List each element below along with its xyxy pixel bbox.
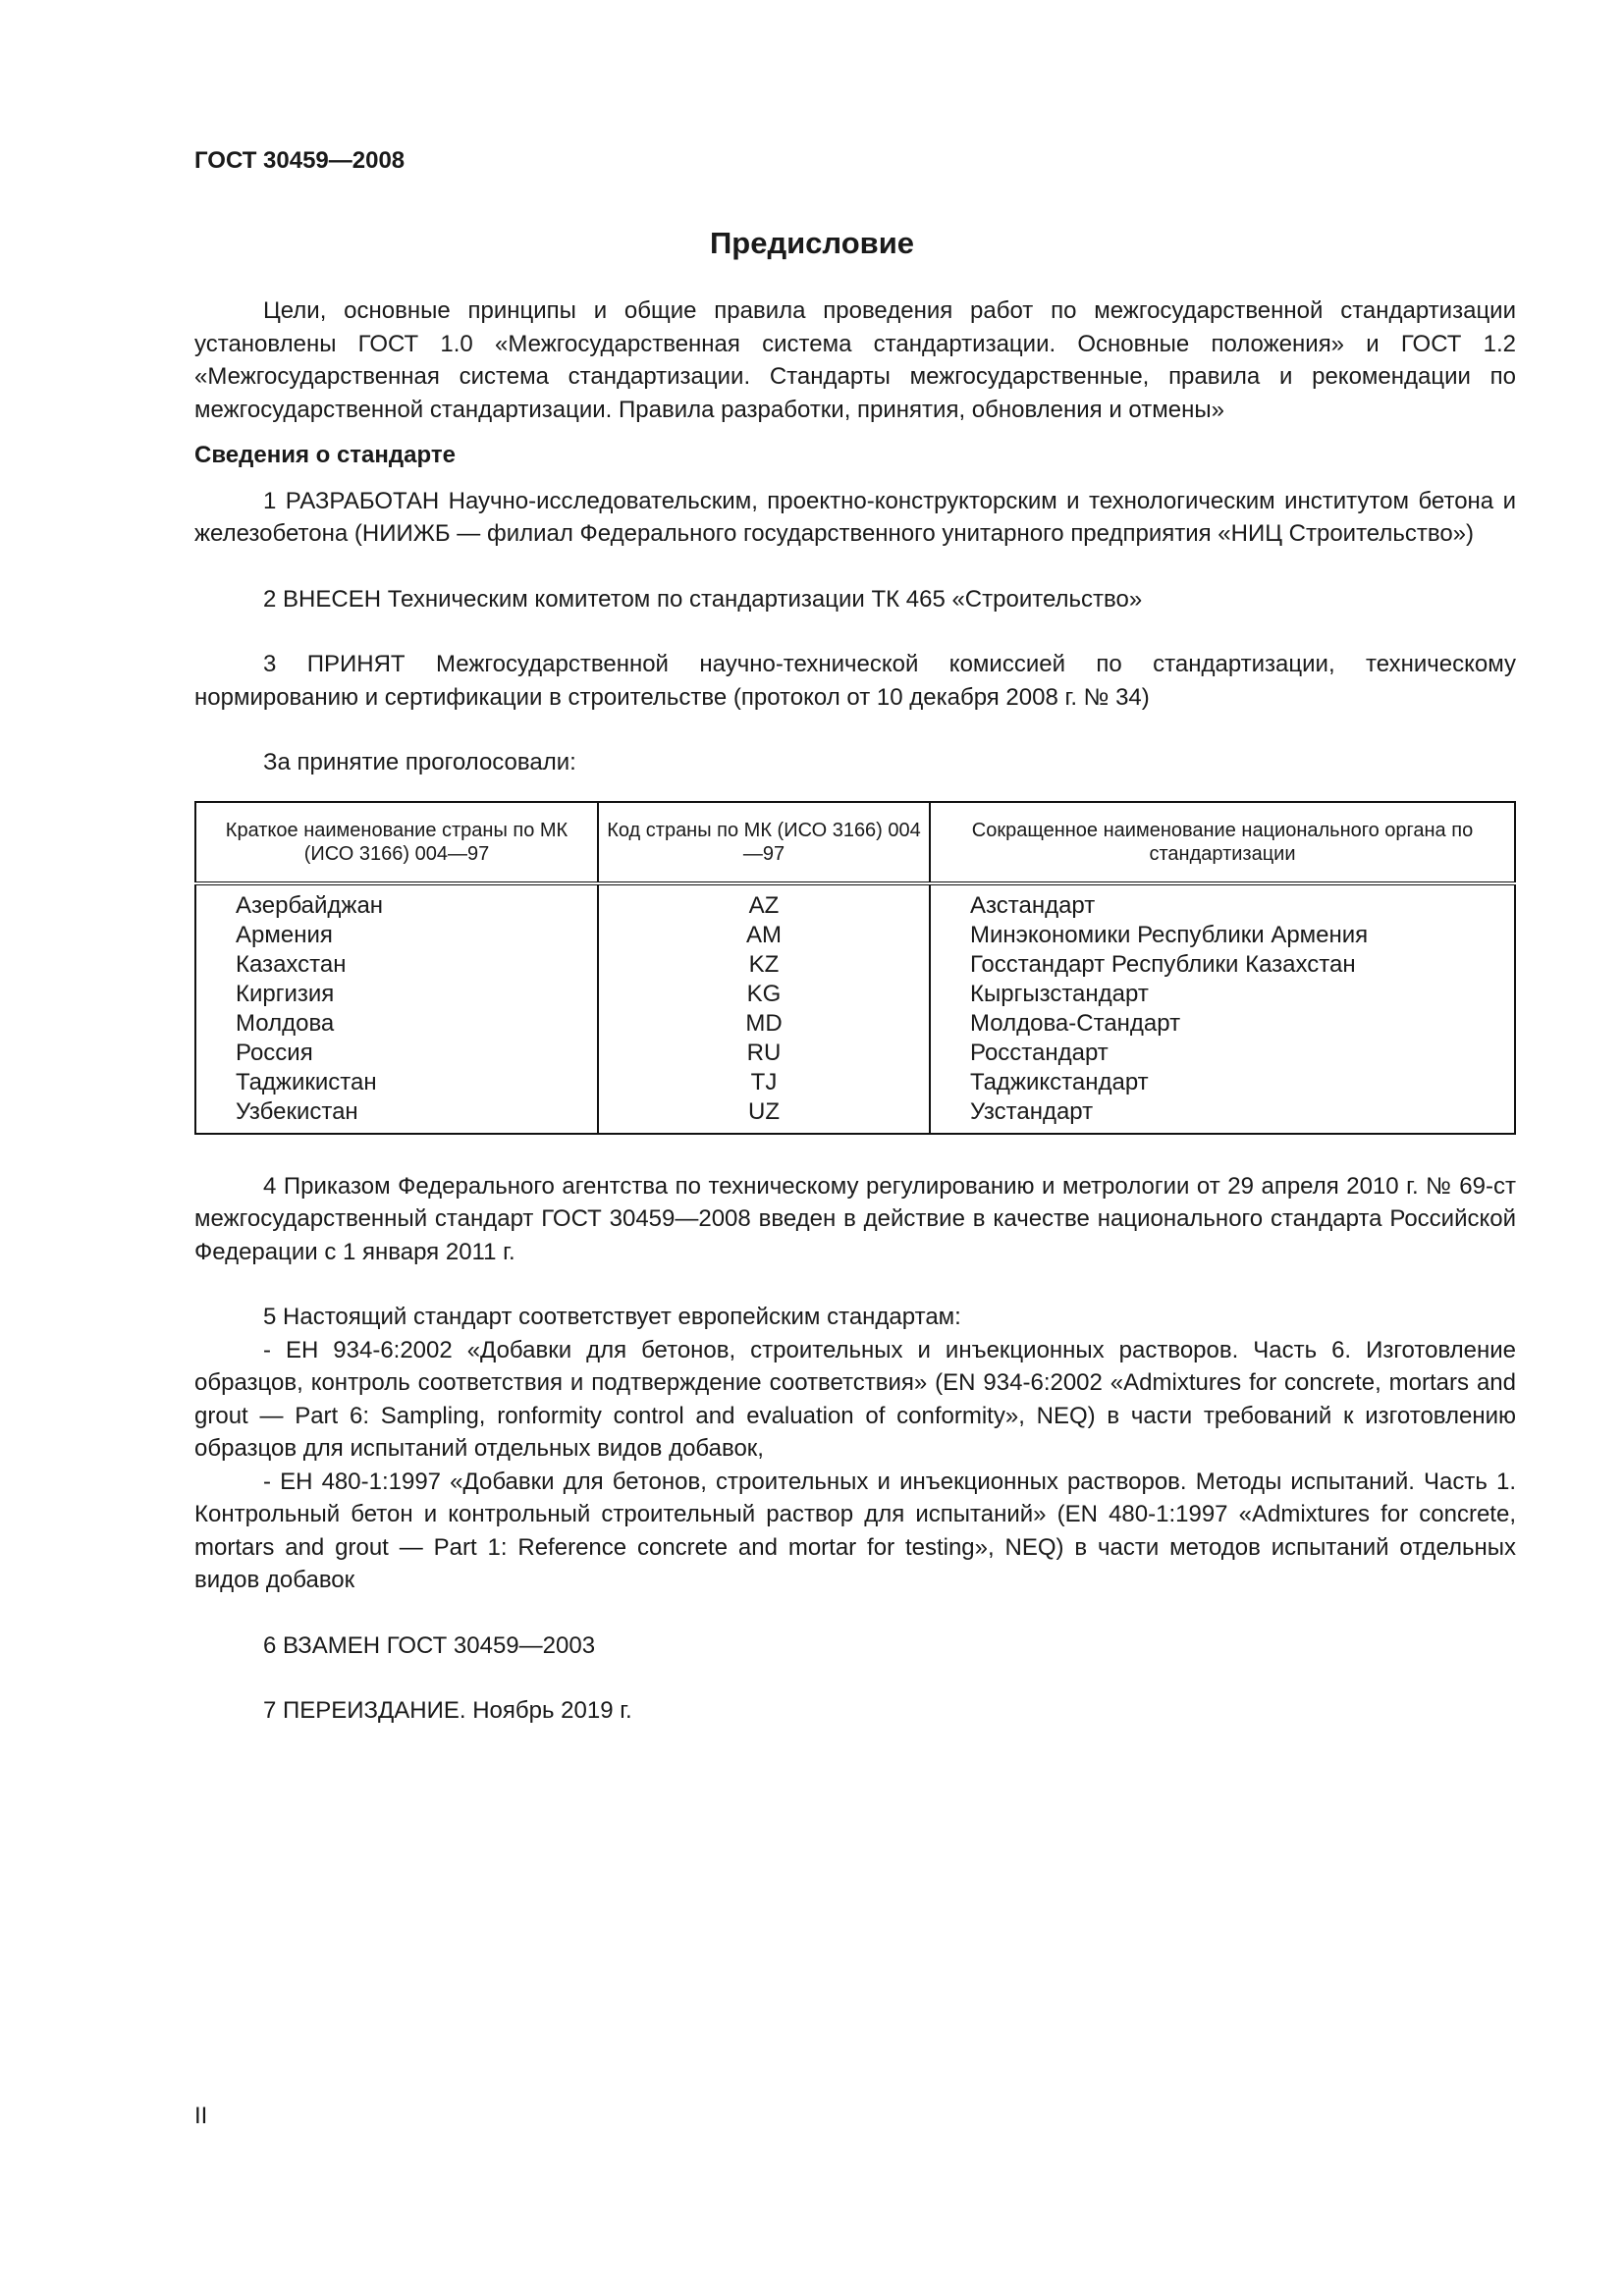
cell-code: KZ <box>598 950 930 980</box>
intro-paragraph: Цели, основные принципы и общие правила проведения работ по межгосударственной стандартизации установлены ГОСТ 1.0 «Межгосударственная система стандартизации. Основные положения» и ГОСТ 1.2 «Межгосударственная система стандартизации. Стандарты межгосударственные, правила и рекомендации по межгосударственной стандартизации. Правила разработки, принятия, обновления и отмены» <box>194 297 1516 423</box>
cell-code: RU <box>598 1039 930 1068</box>
header-code: Код страны по МК (ИСО 3166) 004—97 <box>598 802 930 883</box>
item-5-standard-a: - ЕН 934-6:2002 «Добавки для бетонов, строительных и инъекционных растворов. Часть 6. Изготовление образцов, контроль соответствия и подтверждение соответствия» (EN 934-6:2002 «Admixtures for concrete, mortars and grout — Part 6: Sampling, ronformity control and evaluation of conformity», NEQ) в части требований к изготовлению образцов для испытаний отдельных видов добавок, <box>194 1336 1516 1462</box>
cell-national-body: Таджикстандарт <box>930 1068 1515 1097</box>
header-national-body: Сокращенное наименование национального органа по стандартизации <box>930 802 1515 883</box>
cell-code: AM <box>598 921 930 950</box>
item-2-paragraph: 2 ВНЕСЕН Техническим комитетом по стандартизации ТК 465 «Строительство» <box>263 585 1143 613</box>
info-heading: Сведения о стандарте <box>194 442 456 468</box>
table-row <box>195 921 1515 950</box>
item-1-paragraph: 1 РАЗРАБОТАН Научно-исследовательским, проектно-конструкторским и технологическим институтом бетона и железобетона (НИИЖБ — филиал Федерального государственного унитарного предприятия «НИЦ Строительство») <box>194 487 1516 547</box>
cell-code: KG <box>598 980 930 1009</box>
table-row <box>195 883 1515 921</box>
table-row <box>195 950 1515 980</box>
table-row <box>195 1097 1515 1134</box>
item-5-intro: 5 Настоящий стандарт соответствует европейским стандартам: <box>263 1304 961 1330</box>
cell-country: Таджикистан <box>195 1068 598 1097</box>
vote-intro: За принятие проголосовали: <box>263 749 576 775</box>
document-id-header: ГОСТ 30459—2008 <box>194 147 406 174</box>
cell-country: Киргизия <box>195 980 598 1009</box>
item-6-paragraph: 6 ВЗАМЕН ГОСТ 30459—2003 <box>263 1631 596 1659</box>
item-4-paragraph: 4 Приказом Федерального агентства по техническому регулированию и метрологии от 29 апреля 2010 г. № 69-ст межгосударственный стандарт ГОСТ 30459—2008 введен в действие в качестве национального стандарта Российской Федерации с 1 января 2011 г. <box>194 1172 1516 1265</box>
page-title: Предисловие <box>709 226 914 260</box>
header-country: Краткое наименование страны по МК (ИСО 3166) 004—97 <box>195 802 598 883</box>
cell-national-body: Госстандарт Республики Казахстан <box>930 950 1515 980</box>
cell-code: TJ <box>598 1068 930 1097</box>
foreword-content <box>194 294 1516 1728</box>
voting-table <box>194 801 1516 1135</box>
cell-country: Молдова <box>195 1009 598 1039</box>
cell-country: Азербайджан <box>195 883 598 921</box>
cell-national-body: Кыргызстандарт <box>930 980 1515 1009</box>
cell-code: UZ <box>598 1097 930 1134</box>
cell-country: Армения <box>195 921 598 950</box>
cell-code: AZ <box>598 883 930 921</box>
cell-national-body: Росстандарт <box>930 1039 1515 1068</box>
item-7-paragraph: 7 ПЕРЕИЗДАНИЕ. Ноябрь 2019 г. <box>263 1697 632 1724</box>
item-3-paragraph: 3 ПРИНЯТ Межгосударственной научно-технической комиссией по стандартизации, техническому нормированию и сертификации в строительстве (протокол от 10 декабря 2008 г. № 34) <box>194 651 1516 711</box>
table-header-row <box>195 802 1515 883</box>
item-5-standard-b: - ЕН 480-1:1997 «Добавки для бетонов, строительных и инъекционных растворов. Методы испытаний. Часть 1. Контрольный бетон и контрольный строительный раствор для испытаний» (EN 480-1:1997 «Admixtures for concrete, mortars and grout — Part 1: Reference concrete and mortar for testing», NEQ) в части методов испытаний отдельных видов добавок <box>194 1468 1516 1593</box>
cell-country: Узбекистан <box>195 1097 598 1134</box>
table-row <box>195 1009 1515 1039</box>
cell-national-body: Молдова-Стандарт <box>930 1009 1515 1039</box>
cell-national-body: Узстандарт <box>930 1097 1515 1134</box>
cell-country: Россия <box>195 1039 598 1068</box>
table-row <box>195 1039 1515 1068</box>
cell-code: MD <box>598 1009 930 1039</box>
cell-national-body: Минэкономики Республики Армения <box>930 921 1515 950</box>
cell-national-body: Азстандарт <box>930 883 1515 921</box>
cell-country: Казахстан <box>195 950 598 980</box>
table-row <box>195 1068 1515 1097</box>
page-number: II <box>194 2103 208 2129</box>
table-row <box>195 980 1515 1009</box>
